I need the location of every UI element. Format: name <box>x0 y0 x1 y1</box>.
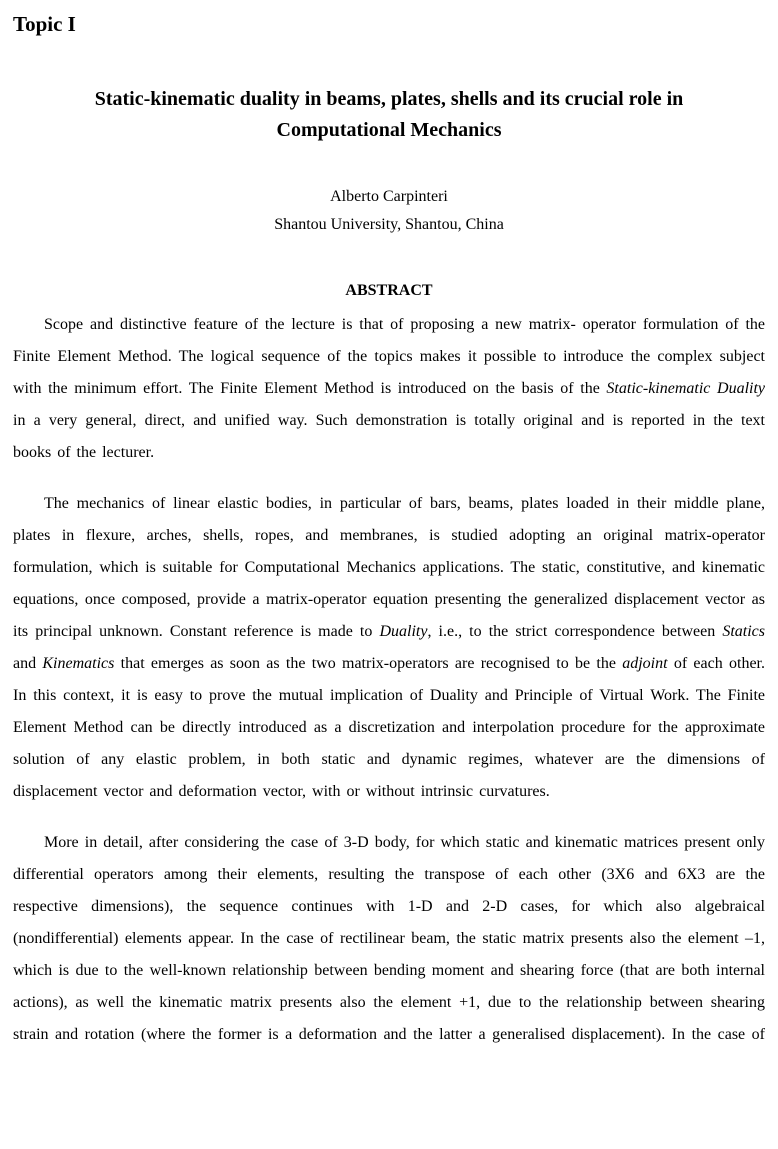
abstract-paragraph-2: The mechanics of linear elastic bodies, in particular of bars, beams, plates loaded in their middle plane, plates in flexure, arches, shells, ropes, and membranes, is studied adopting an original matrix-operator formulation, which is suitable for Computational Mechanics applications. The static, constitutive, and kinematic equations, once composed, provide a matrix-operator equation presenting the generalized displacement vector as its principal unknown. Constant reference is made to Duality, i.e., to the strict correspondence between Statics and Kinematics that emerges as soon as the two matrix-operators are recognised to be the adjoint of each other. In this context, it is easy to prove the mutual implication of Duality and Principle of Virtual Work. The Finite Element Method can be directly introduced as a discretization and interpolation procedure for the approximate solution of any elastic problem, in both static and dynamic regimes, whatever are the dimensions of displacement vector and deformation vector, with or without intrinsic curvatures. <box>13 495 765 800</box>
abstract-heading: ABSTRACT <box>345 282 433 299</box>
lecture-title <box>13 84 765 146</box>
abstract-paragraph-1: Scope and distinctive feature of the lecture is that of proposing a new matrix- operator formulation of the Finite Element Method. The logical sequence of the topics makes it possible to introduce the complex subject with the minimum effort. The Finite Element Method is introduced on the basis of the Static-kinematic Duality in a very general, direct, and unified way. Such demonstration is totally original and is reported in the text books of the lecturer. <box>13 316 766 461</box>
lecture-title-line-1: Static-kinematic duality in beams, plates, shells and its crucial role in <box>94 88 684 110</box>
author-name: Alberto Carpinteri <box>330 188 448 205</box>
topic-heading: Topic I <box>13 12 76 36</box>
author-affiliation: Shantou University, Shantou, China <box>274 216 504 233</box>
abstract-paragraph-3: More in detail, after considering the case of 3-D body, for which static and kinematic matrices present only differential operators among their elements, resulting the transpose of each other (3X6 and 6X3 are the respective dimensions), the sequence continues with 1-D and 2-D cases, for which also algebraical (nondifferential) elements appear. In the case of rectilinear beam, the static matrix presents also the element –1, which is due to the well-known relationship between bending moment and shearing force (that are both internal actions), as well the kinematic matrix presents also the element +1, due to the relationship between shearing strain and rotation (where the former is a deformation and the latter a generalised displacement). In the case of <box>13 834 765 1043</box>
lecture-title-line-2: Computational Mechanics <box>276 119 502 141</box>
